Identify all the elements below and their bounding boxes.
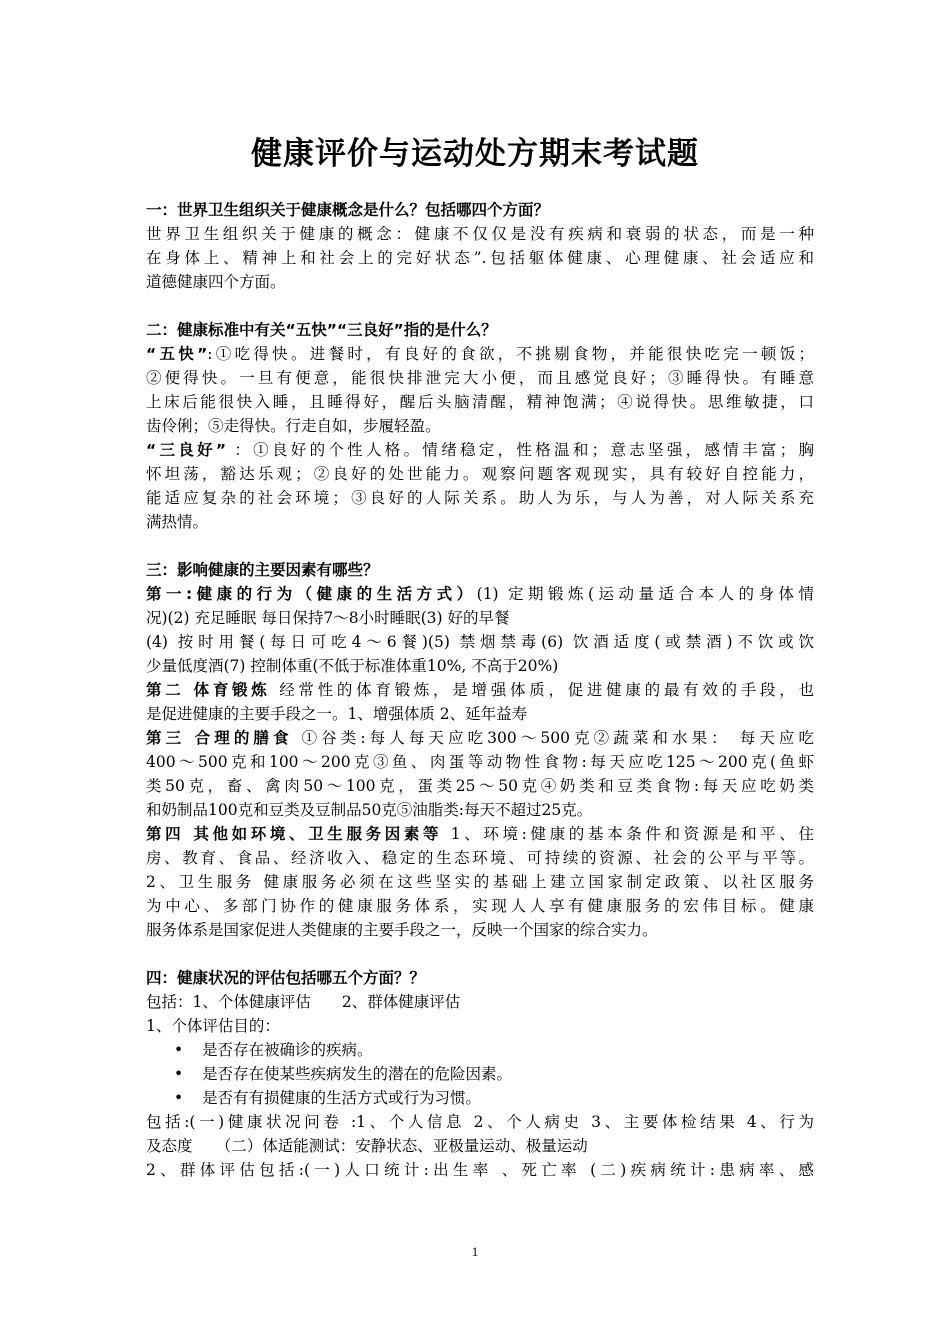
factor3-text: ①谷类:每人每天应吃300～500克②蔬菜和水果： 每天应吃: [292, 729, 815, 747]
q3-factor4-line: 为中心、多部门协作的健康服务体系，实现人人享有健康服务的宏伟目标。健康: [146, 897, 814, 915]
sanlianghao-text: ：①良好的个性人格。情绪稳定，性格温和；意志坚强，感情丰富；胸: [226, 441, 815, 459]
q2-sanlianghao-line: 能适应复杂的社会环境；③良好的人际关系。助人为乐，与人为善，对人际关系充: [146, 489, 814, 507]
q3-factor4-line: 2、卫生服务 健康服务必须在这些坚实的基础上建立国家制定政策、以社区服务: [146, 873, 814, 891]
q3-factor1-line: 少量低度酒(7) 控制体重(不低于标准体重10%, 不高于20%): [146, 657, 559, 675]
q3-factor2-first-line: [146, 678, 814, 702]
q3-factor1-line: 况)(2) 充足睡眠 每日保持7～8小时睡眠(3) 好的早餐: [146, 609, 510, 627]
bullet-icon: •: [174, 1089, 184, 1107]
factor4-text: 1、环境:健康的基本条件和资源是和平、住: [442, 825, 814, 843]
q3-factor3-first-line: [146, 726, 814, 750]
q2-wukuai-line: ②便得快。一旦有便意，能很快排泄完大小便，而且感觉良好；③睡得快。有睡意: [146, 369, 814, 387]
factor4-label: 第四 其他如环境、卫生服务因素等: [146, 825, 443, 843]
q3-heading: 三：影响健康的主要因素有哪些？: [146, 561, 379, 579]
list-item-text: 是否存在被确诊的疾病。: [202, 1041, 373, 1059]
sanlianghao-label: “三良好”: [146, 441, 227, 459]
list-item: [146, 1038, 814, 1062]
q2-wukuai-line: 上床后能很快入睡，且睡得好，醒后头脑清醒，精神饱满；④说得快。思维敏捷，口: [146, 393, 814, 411]
document-title: 健康评价与运动处方期末考试题: [251, 136, 699, 172]
q1-line: 世界卫生组织关于健康的概念：健康不仅仅是没有疾病和衰弱的状态，而是一种: [146, 225, 814, 243]
factor1-label: 第一:健康的行为（健康的生活方式）: [146, 585, 477, 603]
q2-sanlianghao-line: 怀坦荡，豁达乐观；②良好的处世能力。观察问题客观现实，具有较好自控能力，: [146, 465, 814, 483]
q3-factor3-line: 400～500克和100～200克③鱼、肉蛋等动物性食物:每天应吃125～200克(鱼虾: [146, 753, 814, 771]
q3-factor4-line: 房、教育、食品、经济收入、稳定的生态环境、可持续的资源、社会的公平与平等。: [146, 849, 814, 867]
factor1-text: (1) 定期锻炼(运动量适合本人的身体情: [476, 585, 815, 603]
q1-line: 道德健康四个方面。: [146, 273, 286, 291]
wukuai-text: :①吃得快。进餐时，有良好的食欲，不挑剔食物，并能很快吃完一顿饭；: [207, 345, 814, 363]
document-body: [146, 198, 814, 1182]
q3-factor3-line: 和奶制品100克和豆类及豆制品50克⑤油脂类:每天不超过25克。: [146, 801, 593, 819]
q3-factor2-line: 是促进健康的主要手段之一。1、增强体质 2、延年益寿: [146, 705, 528, 723]
q4-line: 1、个体评估目的：: [146, 1017, 280, 1035]
q1-heading: 一：世界卫生组织关于健康概念是什么？包括哪四个方面？: [146, 201, 550, 219]
q4-heading: 四：健康状况的评估包括哪五个方面？？: [146, 969, 426, 987]
q3-factor1-first-line: [146, 582, 814, 606]
q2-sanlianghao-line: 满热情。: [146, 513, 209, 531]
factor3-label: 第三 合理的膳食: [146, 729, 293, 747]
q4-line: 2、群体评估包括:(一)人口统计:出生率 、死亡率 (二)疾病统计:患病率、感: [146, 1161, 814, 1179]
q4-line: 包括:(一)健康状况问卷 :1、个人信息 2、个人病史 3、主要体检结果 4、行为: [146, 1113, 814, 1131]
q3-factor3-line: 类50克，畜、禽肉50～100克，蛋类25～50克④奶类和豆类食物:每天应吃奶类: [146, 777, 814, 795]
wukuai-label: “五快”: [146, 345, 208, 363]
list-item-text: 是否存在使某些疾病发生的潜在的危险因素。: [202, 1065, 513, 1083]
bullet-icon: •: [174, 1065, 184, 1083]
q2-heading: 二：健康标准中有关“五快”“三良好”指的是什么？: [146, 321, 497, 339]
q2-wukuai-first-line: [146, 342, 814, 366]
list-item-text: 是否有有损健康的生活方式或行为习惯。: [202, 1089, 482, 1107]
q3-factor4-line: 服务体系是国家促进人类健康的主要手段之一，反映一个国家的综合实力。: [146, 921, 658, 939]
q3-factor1-line: (4) 按时用餐(每日可吃4～6餐)(5) 禁烟禁毒(6) 饮酒适度(或禁酒)不饮或饮: [146, 633, 814, 651]
factor2-label: 第二 体育锻炼: [146, 681, 271, 699]
page-number: 1: [471, 1244, 479, 1259]
list-item: [146, 1062, 814, 1086]
q4-line: 包括：1、个体健康评估 2、群体健康评估: [146, 993, 461, 1011]
q2-sanlianghao-first-line: [146, 438, 814, 462]
bullet-icon: •: [174, 1041, 184, 1059]
q4-line: 及态度 （二）体适能测试：安静状态、亚极量运动、极量运动: [146, 1137, 588, 1155]
q3-factor4-first-line: [146, 822, 814, 846]
factor2-text: 经常性的体育锻炼，是增强体质，促进健康的最有效的手段，也: [270, 681, 814, 699]
q1-line: 在身体上、精神上和社会上的完好状态”.包括躯体健康、心理健康、社会适应和: [146, 249, 814, 267]
q2-wukuai-line: 齿伶俐；⑤走得快。行走自如，步履轻盈。: [146, 417, 441, 435]
list-item: [146, 1086, 814, 1110]
